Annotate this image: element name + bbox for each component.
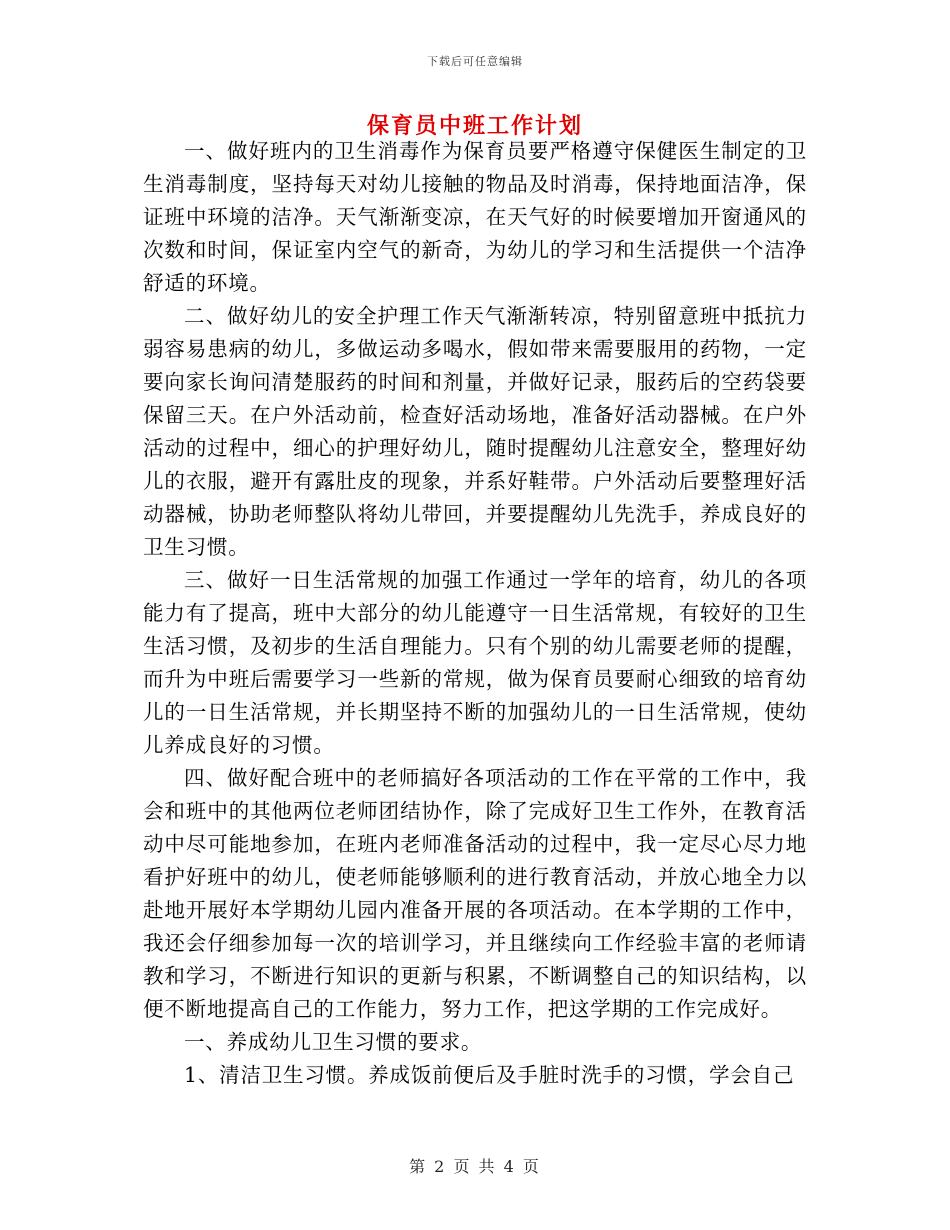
document-body	[143, 135, 807, 1092]
paragraph: 四、做好配合班中的老师搞好各项活动的工作在平常的工作中，我会和班中的其他两位老师团结协作，除了完成好卫生工作外，在教育活动中尽可能地参加，在班内老师准备活动的过程中，我一定尽心尽力地看护好班中的幼儿，使老师能够顺利的进行教育活动，并放心地全力以赴地开展好本学期幼儿园内准备开展的各项活动。在本学期的工作中，我还会仔细参加每一次的培训学习，并且继续向工作经验丰富的老师请教和学习，不断进行知识的更新与积累，不断调整自己的知识结构，以便不断地提高自己的工作能力，努力工作，把这学期的工作完成好。	[143, 766, 807, 1021]
page-number-footer: 第 2 页 共 4 页	[409, 1157, 541, 1176]
paragraph: 1、清洁卫生习惯。养成饭前便后及手脏时洗手的习惯，学会自己	[184, 1063, 795, 1087]
document-title: 保育员中班工作计划	[366, 113, 583, 139]
paragraph: 一、做好班内的卫生消毒作为保育员要严格遵守保健医生制定的卫生消毒制度，坚持每天对幼儿接触的物品及时消毒，保持地面洁净，保证班中环境的洁净。天气渐渐变凉，在天气好的时候要增加开窗通风的次数和时间，保证室内空气的新奇，为幼儿的学习和生活提供一个洁净舒适的环境。	[143, 139, 807, 295]
paragraph: 二、做好幼儿的安全护理工作天气渐渐转凉，特别留意班中抵抗力弱容易患病的幼儿，多做运动多喝水，假如带来需要服用的药物，一定要向家长询问清楚服药的时间和剂量，并做好记录，服药后的空药袋要保留三天。在户外活动前，检查好活动场地，准备好活动器械。在户外活动的过程中，细心的护理好幼儿，随时提醒幼儿注意安全，整理好幼儿的衣服，避开有露肚皮的现象，并系好鞋带。户外活动后要整理好活动器械，协助老师整队将幼儿带回，并要提醒幼儿先洗手，养成良好的卫生习惯。	[143, 304, 807, 559]
paragraph: 三、做好一日生活常规的加强工作通过一学年的培育，幼儿的各项能力有了提高，班中大部分的幼儿能遵守一日生活常规，有较好的卫生生活习惯，及初步的生活自理能力。只有个别的幼儿需要老师的提醒，而升为中班后需要学习一些新的常规，做为保育员要耐心细致的培育幼儿的一日生活常规，并长期坚持不断的加强幼儿的一日生活常规，使幼儿养成良好的习惯。	[143, 568, 807, 757]
page-header-note: 下载后可任意编辑	[427, 55, 523, 68]
paragraph: 一、养成幼儿卫生习惯的要求。	[184, 1030, 483, 1054]
